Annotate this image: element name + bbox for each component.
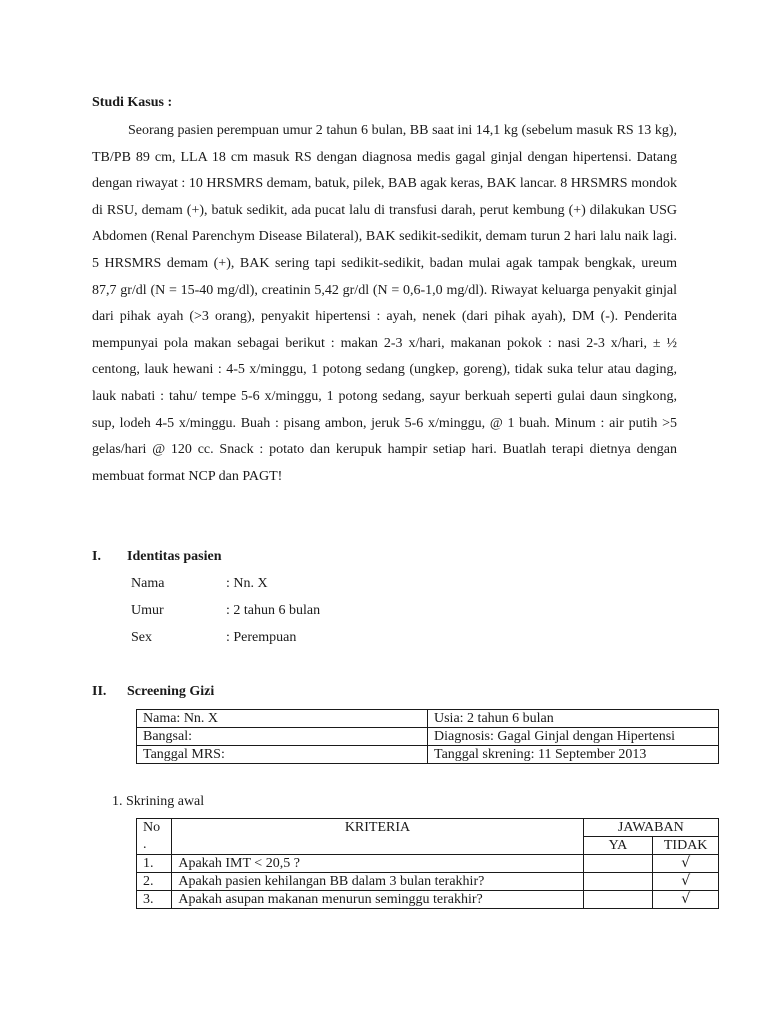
- table-row: [137, 746, 719, 764]
- identity-value-name: : Nn. X: [226, 576, 268, 591]
- row-number: 2.: [137, 873, 172, 891]
- criteria-table: [136, 818, 719, 909]
- table-row: [137, 891, 719, 909]
- section-1-title: Identitas pasien: [127, 549, 222, 564]
- table-cell: Tanggal skrening: 11 September 2013: [428, 746, 719, 764]
- identity-label-name: Nama: [131, 576, 165, 591]
- table-cell: Usia: 2 tahun 6 bulan: [428, 710, 719, 728]
- identity-label-age: Umur: [131, 603, 164, 618]
- section-2-title: Screening Gizi: [127, 684, 215, 699]
- table-row: [137, 855, 719, 873]
- section-2-number: II.: [92, 684, 107, 699]
- checkmark-icon: √: [653, 891, 719, 909]
- row-criteria: Apakah pasien kehilangan BB dalam 3 bulan terakhir?: [172, 873, 583, 891]
- case-study-title: Studi Kasus :: [92, 95, 173, 110]
- row-number: 1.: [137, 855, 172, 873]
- row-criteria: Apakah IMT < 20,5 ?: [172, 855, 583, 873]
- table-row: [137, 873, 719, 891]
- identity-label-sex: Sex: [131, 630, 152, 645]
- row-ya: [583, 855, 653, 873]
- header-jawaban: JAWABAN: [583, 819, 718, 837]
- table-row: [137, 710, 719, 728]
- header-ya: YA: [583, 837, 653, 855]
- identity-value-age: : 2 tahun 6 bulan: [226, 603, 321, 618]
- table-cell: Diagnosis: Gagal Ginjal dengan Hipertensi: [428, 728, 719, 746]
- row-number: 3.: [137, 891, 172, 909]
- checkmark-icon: √: [653, 855, 719, 873]
- table-cell: Bangsal:: [137, 728, 428, 746]
- checkmark-icon: √: [653, 873, 719, 891]
- row-criteria: Apakah asupan makanan menurun seminggu terakhir?: [172, 891, 583, 909]
- table-cell: Tanggal MRS:: [137, 746, 428, 764]
- identity-value-sex: : Perempuan: [226, 630, 297, 645]
- row-ya: [583, 873, 653, 891]
- table-row: [137, 728, 719, 746]
- header-tidak: TIDAK: [653, 837, 719, 855]
- header-kriteria: KRITERIA: [172, 819, 583, 855]
- header-no-dot: .: [143, 837, 147, 852]
- sub-item-initial-screening: 1. Skrining awal: [112, 794, 205, 809]
- case-description: Seorang pasien perempuan umur 2 tahun 6 bulan, BB saat ini 14,1 kg (sebelum masuk RS 13 kg), TB/PB 89 cm, LLA 18 cm masuk RS dengan diagnosa medis gagal ginjal dengan hipertensi. Datang dengan riwayat : 10 HRSMRS demam, batuk, pilek, BAB agak keras, BAK lancar. 8 HRSMRS mondok di RSU, demam (+), batuk sedikit, ada pucat lalu di transfusi darah, perut kembung (+) dilakukan USG Abdomen (Renal Parenchym Disease Bilateral), BAK sedikit-sedikit, demam turun 2 hari lalu naik lagi. 5 HRSMRS demam (+), BAK sering tapi sedikit-sedikit, badan mulai agak tampak bengkak, ureum 87,7 gr/dl (N = 15-40 mg/dl), creatinin 5,42 gr/dl (N = 0,6-1,0 mg/dl). Riwayat keluarga penyakit ginjal dari pihak ayah (>3 orang), penyakit hipertensi : ayah, nenek (dari pihak ayah), DM (-). Penderita mempunyai pola makan sebagai berikut : makan 2-3 x/hari, makanan pokok : nasi 2-3 x/hari, ± ½ centong, lauk hewani : 4-5 x/minggu, 1 potong sedang (ungkep, goreng), tidak suka telur atau daging, lauk nabati : tahu/ tempe 5-6 x/minggu, 1 potong sedang, sayur berkuah seperti gulai daun singkong, sup, lodeh 4-5 x/minggu. Buah : pisang ambon, jeruk 5-6 x/minggu, @ 1 buah. Minum : air putih >5 gelas/hari @ 120 cc. Snack : potato dan kerupuk hampir setiap hari. Buatlah terapi dietnya dengan membuat format NCP dan PAGT!: [92, 123, 677, 484]
- row-ya: [583, 891, 653, 909]
- table-cell: Nama: Nn. X: [137, 710, 428, 728]
- table-header-row: [137, 819, 719, 837]
- header-no-label: No: [143, 820, 161, 835]
- header-no: [137, 819, 172, 855]
- screening-info-table: [136, 709, 719, 764]
- section-1-number: I.: [92, 549, 101, 564]
